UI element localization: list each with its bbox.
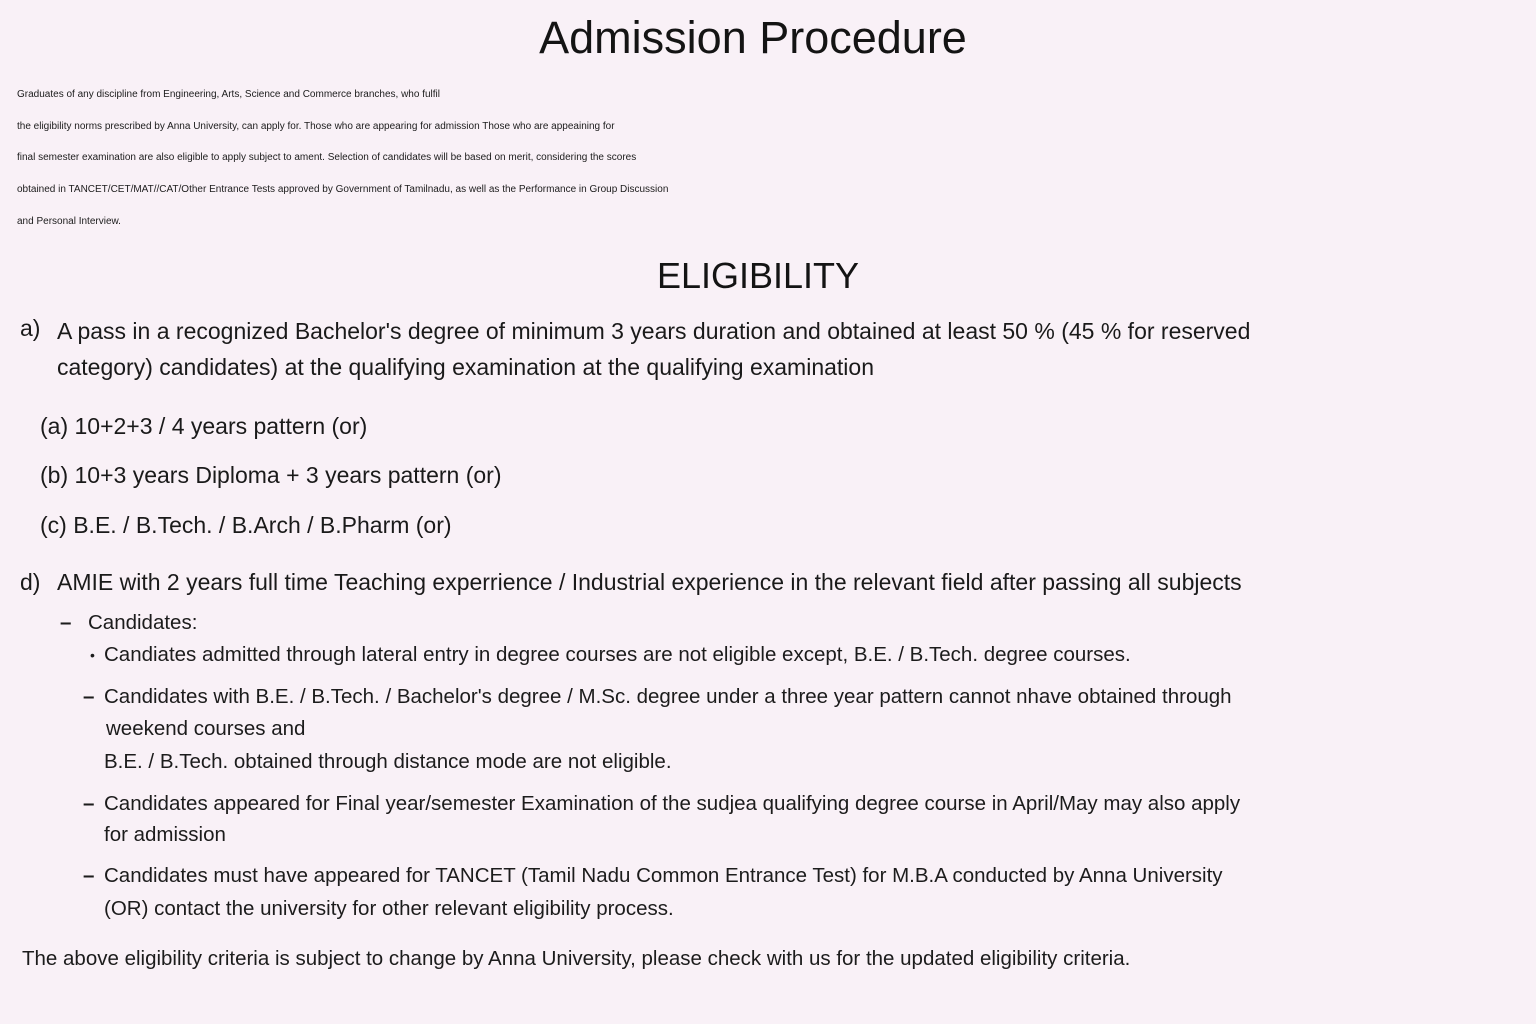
item-a-line: category) candidates) at the qualifying examination at the qualifying examination (57, 354, 874, 380)
page-title: Admission Procedure (539, 12, 967, 63)
eligibility-item-a (20, 315, 1250, 387)
pattern-a: (a) 10+2+3 / 4 years pattern (or) (40, 413, 368, 439)
point-line: for admission (104, 823, 226, 846)
candidates-point-3 (83, 861, 1223, 925)
dash-marker: – (60, 611, 72, 634)
bullet-marker: • (90, 647, 95, 663)
point-line: Candidates appeared for Final year/semester Examination of the sudjea qualifying degree course in April/May may also apply (104, 792, 1241, 815)
pattern-c: (c) B.E. / B.Tech. / B.Arch / B.Pharm (or) (40, 512, 452, 538)
dash-marker: – (83, 864, 95, 887)
item-a-line: A pass in a recognized Bachelor's degree of minimum 3 years duration and obtained at least 50 % (45 % for reserved (57, 318, 1251, 344)
intro-paragraph (17, 79, 1527, 237)
footer-note: The above eligibility criteria is subject to change by Anna University, please check with us for the updated eligibility criteria. (22, 947, 1131, 970)
dash-marker: – (83, 685, 95, 708)
eligibility-item-d (20, 566, 1242, 598)
candidates-label: Candidates: (88, 611, 198, 634)
candidates-bullet-row (90, 640, 1131, 670)
candidates-label-row (60, 608, 197, 638)
candidates-point-2 (83, 789, 1240, 851)
item-d-text: AMIE with 2 years full time Teaching experrience / Industrial experience in the relevant field after passing all subjects (57, 569, 1242, 595)
dash-marker: – (83, 792, 95, 815)
bullet-text: Candiates admitted through lateral entry in degree courses are not eligible except, B.E. / B.Tech. degree courses. (104, 643, 1131, 666)
candidates-point-1 (83, 682, 1232, 779)
eligibility-heading: ELIGIBILITY (656, 255, 860, 296)
point-line: (OR) contact the university for other relevant eligibility process. (104, 897, 674, 920)
intro-line: obtained in TANCET/CET/MAT//CAT/Other Entrance Tests approved by Government of Tamilnadu, as well as the Performance in Group Discussion (17, 184, 669, 196)
point-line: Candidates must have appeared for TANCET (Tamil Nadu Common Entrance Test) for M.B.A conducted by Anna University (104, 864, 1223, 887)
pattern-b: (b) 10+3 years Diploma + 3 years pattern (or) (40, 462, 502, 488)
point-line: Candidates with B.E. / B.Tech. / Bachelor's degree / M.Sc. degree under a three year pattern cannot nhave obtained through (104, 685, 1232, 708)
intro-line: the eligibility norms prescribed by Anna University, can apply for. Those who are appearing for admission Those who are appeaining for (17, 120, 615, 132)
intro-line: Graduates of any discipline from Engineering, Arts, Science and Commerce branches, who fulfil (17, 89, 440, 100)
item-marker: d) (20, 569, 41, 595)
intro-line: final semester examination are also eligible to apply subject to ament. Selection of candidates will be based on merit, considering the scores (17, 152, 637, 164)
intro-line: and Personal Interview. (17, 215, 121, 227)
point-line: B.E. / B.Tech. obtained through distance mode are not eligible. (104, 750, 672, 773)
item-marker: a) (20, 315, 41, 341)
point-line: weekend courses and (106, 717, 306, 740)
